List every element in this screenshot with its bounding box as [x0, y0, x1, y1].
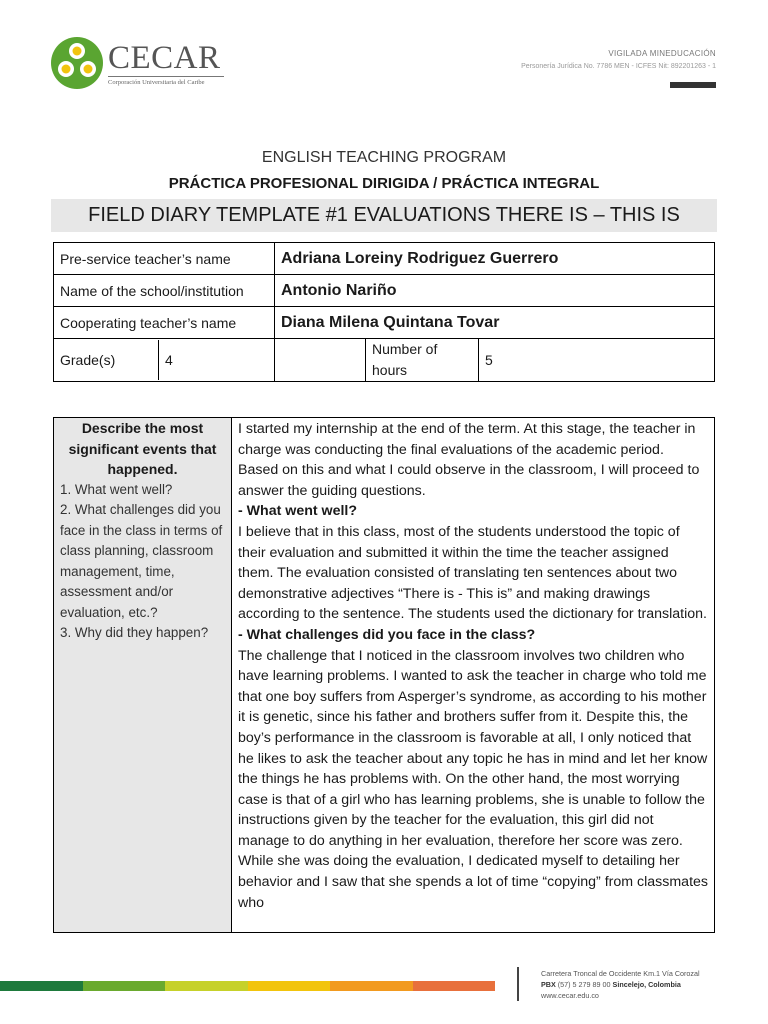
header-accreditation — [521, 49, 716, 70]
teacher-name-label: Pre-service teacher’s name — [54, 243, 275, 275]
footer-divider — [517, 967, 519, 1001]
brand-divider — [108, 76, 224, 77]
guide-questions-cell — [54, 418, 232, 933]
footer-color-stripe — [0, 981, 495, 991]
school-label: Name of the school/institution — [54, 275, 275, 307]
cecar-logo — [50, 36, 230, 92]
question-went-well: - What went well? — [238, 503, 358, 520]
personeria-text: Personería Jurídica No. 7786 MEN - ICFES Nit: 892201263 - 1 — [521, 63, 716, 70]
hours-value: 5 — [479, 339, 715, 382]
grade-value: 4 — [165, 352, 173, 368]
hours-label: Number of hours — [366, 339, 479, 382]
school-value: Antonio Nariño — [275, 275, 715, 307]
grade-label-text: Grade(s) — [54, 340, 159, 380]
table-row — [54, 418, 715, 933]
diary-title: FIELD DIARY TEMPLATE #1 EVALUATIONS THERE IS – THIS IS — [51, 199, 717, 232]
vigilada-text: VIGILADA MINEDUCACIÓN — [608, 49, 716, 58]
guide-question: 1. What went well? — [60, 481, 173, 497]
stripe-segment — [330, 981, 413, 991]
header-accent-bar — [670, 82, 716, 88]
table-row — [54, 307, 715, 339]
cecar-emblem-icon — [50, 36, 104, 90]
cooperating-teacher-value: Diana Milena Quintana Tovar — [275, 307, 715, 339]
footer-pbx-label: PBX — [541, 980, 556, 989]
footer-website: www.cecar.edu.co — [541, 991, 599, 1000]
stripe-segment — [83, 981, 166, 991]
grade-value-spacer — [275, 339, 366, 382]
footer-pbx: (57) 5 279 89 00 — [557, 980, 611, 989]
program-title: ENGLISH TEACHING PROGRAM — [261, 149, 507, 166]
table-row — [54, 243, 715, 275]
question-challenges: - What challenges did you face in the class? — [238, 626, 536, 643]
footer-address: Carretera Troncal de Occidente Km.1 Vía Corozal — [541, 969, 700, 978]
guide-heading: Describe the most significant events that happened. — [68, 420, 217, 477]
footer-city: Sincelejo, Colombia — [612, 980, 681, 989]
footer-phone-line — [541, 979, 700, 990]
practica-title: PRÁCTICA PROFESIONAL DIRIGIDA / PRÁCTICA INTEGRAL — [168, 175, 600, 192]
guide-question: 2. What challenges did you face in the class in terms of class planning, classroom management, time, assessment and/or evaluation, etc.? — [60, 502, 223, 620]
brand-name: CECAR — [108, 40, 221, 76]
diary-entry-cell — [232, 418, 715, 933]
answer-challenges: The challenge that I noticed in the classroom involves two children who have learning problems. I wanted to ask the teacher in charge who told me that one boy suffers from Asperger’s syndrome, as according to his mother it is genetic, since his father and brothers suffer from it. Despite this, the boy’s performance in the classroom is favorable at all, I only noticed that he likes to ask the teacher about any topic he has in mind and let her know the things he has problems with. On the other hand, the most worrying case is that of a girl who has learning problems, she is unable to follow the instructions given by the teacher for the evaluation, this girl did not manage to do anything in her evaluation, therefore her score was zero. While she was doing the evaluation, I dedicated myself to detailing her behavior and I saw that she spends a lot of time “copying” from classmates who — [238, 647, 708, 911]
guide-question: 3. Why did they happen? — [60, 625, 209, 640]
table-row — [54, 339, 715, 382]
diary-intro: I started my internship at the end of the term. At this stage, the teacher in charge was conducting the final evaluations of the academic period. Based on this and what I could observe in the classroom, I will proceed to answer the guiding questions. — [238, 421, 700, 499]
stripe-segment — [413, 981, 496, 991]
info-table — [53, 242, 715, 382]
stripe-segment — [0, 981, 83, 991]
cooperating-teacher-label: Cooperating teacher’s name — [54, 307, 275, 339]
grade-label — [54, 339, 275, 382]
stripe-segment — [248, 981, 331, 991]
table-row — [54, 275, 715, 307]
stripe-segment — [165, 981, 248, 991]
brand-subtitle: Corporación Universitaria del Caribe — [108, 79, 205, 86]
diary-table — [53, 417, 715, 933]
footer-contact — [541, 968, 700, 1001]
teacher-name-value: Adriana Loreiny Rodriguez Guerrero — [275, 243, 715, 275]
answer-went-well: I believe that in this class, most of the students understood the topic of their evaluation and submitted it within the time the teacher assigned them. The evaluation consisted of translating ten sentences about two demonstrative adjectives “There is - This is” and making drawings according to the sentence. The students used the dictionary for translation. — [238, 523, 707, 623]
